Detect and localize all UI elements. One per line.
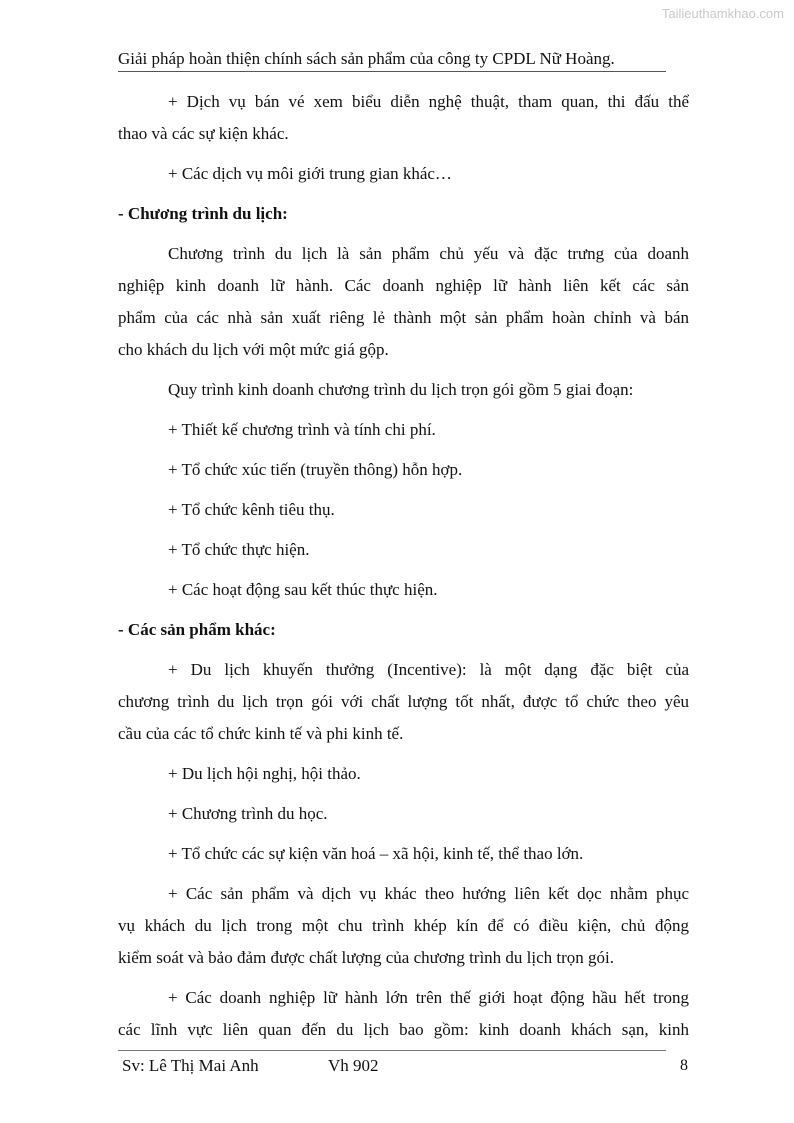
list-item-step — [118, 454, 689, 486]
text-line: + Thiết kế chương trình và tính chi phí. — [168, 420, 436, 439]
list-item-step — [118, 574, 689, 606]
paragraph-vertical-integration — [118, 878, 689, 974]
text-line: + Các sản phẩm và dịch vụ khác theo hướng liên kết dọc nhằm phục — [168, 884, 689, 903]
text-line: + Chương trình du học. — [168, 804, 328, 823]
text-line: + Các doanh nghiệp lữ hành lớn trên thế giới hoạt động hầu hết trong — [168, 988, 689, 1007]
text-line: + Tổ chức xúc tiến (truyền thông) hỗn hợp. — [168, 460, 463, 479]
text-line: kiểm soát và bảo đảm được chất lượng của chương trình du lịch trọn gói. — [118, 948, 615, 967]
text-line: + Tổ chức các sự kiện văn hoá – xã hội, kinh tế, thể thao lớn. — [168, 844, 584, 863]
paragraph-process-intro — [118, 374, 689, 406]
text-line: chương trình du lịch trọn gói với chất lượng tốt nhất, được tổ chức theo yêu — [118, 692, 689, 711]
text-line: + Du lịch khuyến thưởng (Incentive): là một dạng đặc biệt của — [168, 660, 689, 679]
text-line: các lĩnh vực liên quan đến du lịch bao gồm: kinh doanh khách sạn, kinh — [118, 1020, 689, 1039]
text-line: phẩm của các nhà sản xuất riêng lẻ thành một sản phẩm hoàn chỉnh và bán — [118, 308, 689, 327]
heading-text: - Các sản phẩm khác: — [118, 620, 276, 639]
text-line: + Tổ chức kênh tiêu thụ. — [168, 500, 335, 519]
text-line: nghiệp kinh doanh lữ hành. Các doanh nghiệp lữ hành liên kết các sản — [118, 276, 689, 295]
text-line: Chương trình du lịch là sản phẩm chủ yếu và đặc trưng của doanh — [168, 244, 689, 263]
text-line: + Tổ chức thực hiện. — [168, 540, 310, 559]
page-body — [118, 86, 689, 1046]
footer-student-name: Sv: Lê Thị Mai Anh — [122, 1056, 259, 1075]
text-line: cho khách du lịch với một mức giá gộp. — [118, 340, 389, 359]
paragraph-conference — [118, 758, 689, 790]
paragraph-brokerage — [118, 158, 689, 190]
list-item-step — [118, 414, 689, 446]
text-line: vụ khách du lịch trong một chu trình khép kín để có điều kiện, chủ động — [118, 916, 689, 935]
text-line: + Các hoạt động sau kết thúc thực hiện. — [168, 580, 438, 599]
text-line: thao và các sự kiện khác. — [118, 124, 289, 143]
list-item-step — [118, 534, 689, 566]
text-line: + Các dịch vụ môi giới trung gian khác… — [168, 164, 452, 183]
page-number: 8 — [680, 1057, 688, 1074]
list-item-step — [118, 494, 689, 526]
heading-text: - Chương trình du lịch: — [118, 204, 288, 223]
paragraph-tour-definition — [118, 238, 689, 366]
heading-other-products — [118, 614, 689, 646]
footer-divider — [118, 1050, 666, 1051]
text-line: cầu của các tổ chức kinh tế và phi kinh tế. — [118, 724, 404, 743]
paragraph-ticket-services — [118, 86, 689, 150]
text-line: Quy trình kinh doanh chương trình du lịch trọn gói gồm 5 giai đoạn: — [168, 380, 634, 399]
paragraph-events — [118, 838, 689, 870]
text-line: + Dịch vụ bán vé xem biểu diễn nghệ thuật, tham quan, thi đấu thể — [168, 92, 689, 111]
footer-class-code: Vh 902 — [328, 1056, 379, 1075]
page-header: Giải pháp hoàn thiện chính sách sản phẩm của công ty CPDL Nữ Hoàng. — [118, 48, 666, 72]
heading-tour-program — [118, 198, 689, 230]
watermark: Tailieuthamkhao.com — [661, 6, 784, 21]
text-line: + Du lịch hội nghị, hội thảo. — [168, 764, 361, 783]
paragraph-study-abroad — [118, 798, 689, 830]
paragraph-incentive — [118, 654, 689, 750]
paragraph-large-operators — [118, 982, 689, 1046]
